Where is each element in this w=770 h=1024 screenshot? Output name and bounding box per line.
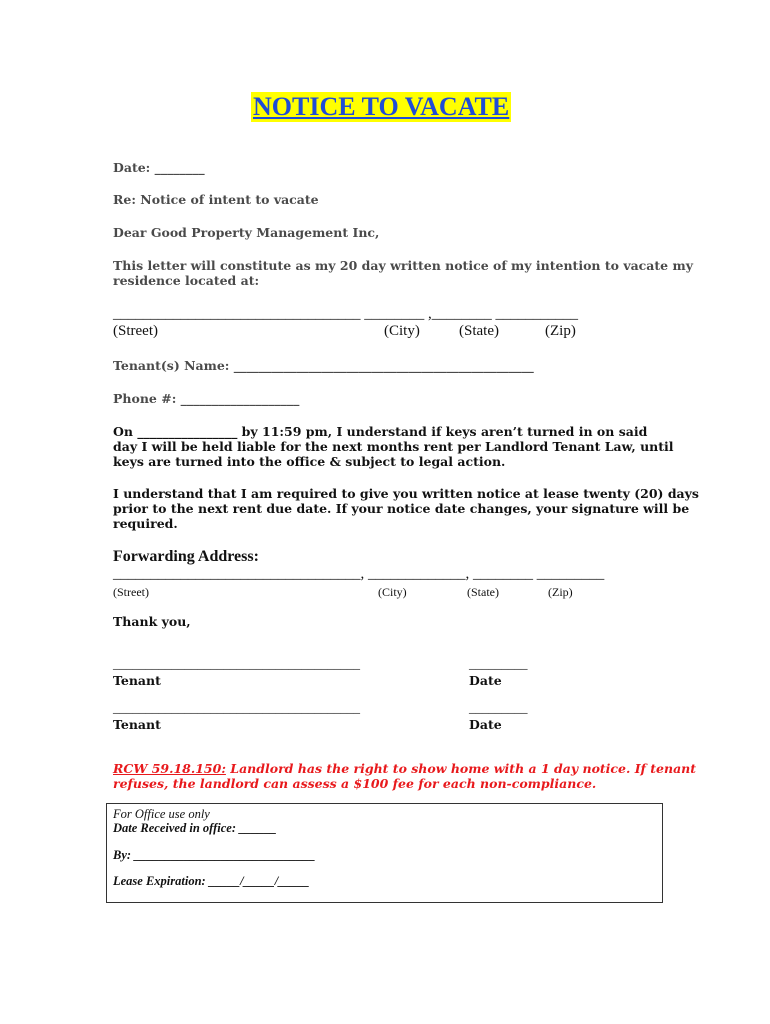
forwarding-zip-label: (Zip) [548,585,573,599]
date-label-2: Date [469,717,502,732]
intro-line-2: residence located at: [113,273,260,288]
closing: Thank you, [113,614,191,629]
re-line: Re: Notice of intent to vacate [113,192,319,207]
signature-label-1: Tenant [113,673,161,688]
office-by: By: _____________________________ [113,848,316,862]
forwarding-heading: Forwarding Address: [113,548,259,565]
notice-paragraph-line-1: I understand that I am required to give you written notice at lease twenty (20) days [113,486,699,501]
address-city-label: (City) [384,323,420,339]
rcw-citation-link[interactable]: RCW 59.18.150: [113,761,226,776]
date-line: Date: ________ [113,160,205,175]
address-street-label: (Street) [113,323,158,339]
signature-line-1: ______________________________________ [113,656,360,671]
phone-field: Phone #: ___________________ [113,391,300,406]
office-heading: For Office use only [113,807,210,821]
address-zip-label: (Zip) [545,323,576,339]
date-line-2: _________ [469,700,528,715]
document-title: NOTICE TO VACATE [253,92,510,121]
notice-paragraph-line-3: required. [113,516,178,531]
intro-line-1: This letter will constitute as my 20 day written notice of my intention to vacate my [113,258,693,273]
tenant-names-field: Tenant(s) Name: ________________________________________________ [113,358,534,373]
forwarding-city-label: (City) [378,585,407,599]
date-label-1: Date [469,673,502,688]
rcw-line-1 [113,761,696,776]
signature-label-2: Tenant [113,717,161,732]
signature-line-2: ______________________________________ [113,700,360,715]
forwarding-street-label: (Street) [113,585,149,599]
forwarding-state-label: (State) [467,585,499,599]
address-blank-line: _________________________________ ________ ,________ ___________ [113,306,578,322]
forwarding-blank-line: _________________________________, _____________, ________ _________ [113,566,605,582]
address-state-label: (State) [459,323,499,339]
notice-paragraph-line-2: prior to the next rent due date. If your notice date changes, your signature will be [113,501,690,516]
keys-paragraph-line-3: keys are turned into the office & subject to legal action. [113,454,506,469]
keys-paragraph-line-1: On ________________ by 11:59 pm, I understand if keys aren’t turned in on said [113,424,648,439]
rcw-line-2: refuses, the landlord can assess a $100 fee for each non-compliance. [113,776,597,791]
salutation: Dear Good Property Management Inc, [113,225,380,240]
rcw-text-1: Landlord has the right to show home with a 1 day notice. If tenant [225,761,697,776]
keys-paragraph-line-2: day I will be held liable for the next months rent per Landlord Tenant Law, until [113,439,674,454]
office-lease-expiration: Lease Expiration: _____/_____/_____ [113,874,310,888]
office-date-received: Date Received in office: ______ [113,821,277,835]
date-line-1: _________ [469,656,528,671]
